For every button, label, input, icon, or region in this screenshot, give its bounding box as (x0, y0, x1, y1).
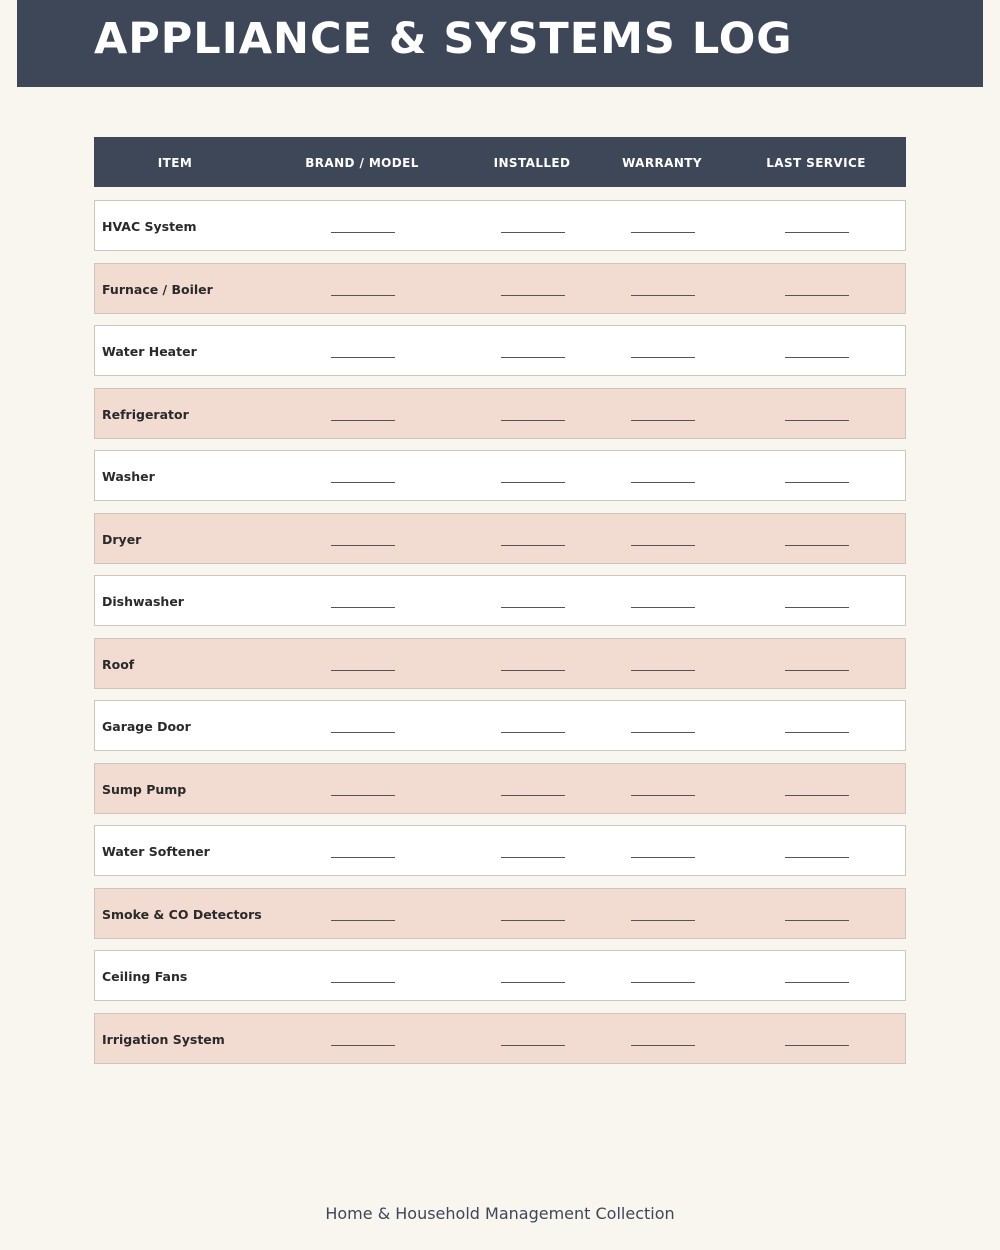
warranty-field[interactable] (631, 1045, 695, 1046)
warranty-field[interactable] (631, 670, 695, 671)
warranty-field[interactable] (631, 357, 695, 358)
item-name: Smoke & CO Detectors (102, 906, 262, 922)
brand-model-field[interactable] (331, 607, 395, 608)
table-row (94, 200, 906, 251)
table-row (94, 950, 906, 1001)
appliance-log-table (94, 137, 906, 1047)
column-header-last-service: LAST SERVICE (766, 156, 866, 170)
warranty-field[interactable] (631, 420, 695, 421)
warranty-field[interactable] (631, 482, 695, 483)
warranty-field[interactable] (631, 545, 695, 546)
warranty-field[interactable] (631, 295, 695, 296)
table-row (94, 263, 906, 314)
last-service-field[interactable] (785, 482, 849, 483)
brand-model-field[interactable] (331, 357, 395, 358)
column-header-installed: INSTALLED (493, 156, 571, 170)
column-header-brand-model: BRAND / MODEL (305, 156, 419, 170)
item-name: Furnace / Boiler (102, 281, 213, 297)
item-name: Ceiling Fans (102, 969, 188, 984)
last-service-field[interactable] (785, 670, 849, 671)
last-service-field[interactable] (785, 232, 849, 233)
last-service-field[interactable] (785, 857, 849, 858)
brand-model-field[interactable] (331, 795, 395, 796)
installed-field[interactable] (501, 482, 565, 483)
installed-field[interactable] (501, 1045, 565, 1046)
table-row (94, 1013, 906, 1064)
installed-field[interactable] (501, 795, 565, 796)
page-title: APPLIANCE & SYSTEMS LOG (94, 14, 793, 64)
table-row (94, 513, 906, 564)
column-header-warranty: WARRANTY (622, 156, 702, 170)
brand-model-field[interactable] (331, 482, 395, 483)
item-name: Garage Door (102, 719, 191, 734)
last-service-field[interactable] (785, 545, 849, 546)
brand-model-field[interactable] (331, 295, 395, 296)
item-name: Washer (102, 469, 155, 484)
brand-model-field[interactable] (331, 732, 395, 733)
brand-model-field[interactable] (331, 545, 395, 546)
last-service-field[interactable] (785, 920, 849, 921)
warranty-field[interactable] (631, 982, 695, 983)
last-service-field[interactable] (785, 420, 849, 421)
installed-field[interactable] (501, 420, 565, 421)
warranty-field[interactable] (631, 857, 695, 858)
installed-field[interactable] (501, 732, 565, 733)
last-service-field[interactable] (785, 732, 849, 733)
last-service-field[interactable] (785, 607, 849, 608)
last-service-field[interactable] (785, 982, 849, 983)
item-name: Sump Pump (102, 781, 187, 797)
installed-field[interactable] (501, 857, 565, 858)
warranty-field[interactable] (631, 732, 695, 733)
item-name: Roof (102, 656, 135, 672)
last-service-field[interactable] (785, 357, 849, 358)
warranty-field[interactable] (631, 232, 695, 233)
last-service-field[interactable] (785, 295, 849, 296)
installed-field[interactable] (501, 607, 565, 608)
table-row (94, 825, 906, 876)
item-name: Water Softener (102, 844, 210, 859)
brand-model-field[interactable] (331, 982, 395, 983)
table-row (94, 700, 906, 751)
installed-field[interactable] (501, 670, 565, 671)
item-name: Refrigerator (102, 406, 189, 422)
table-row (94, 638, 906, 689)
warranty-field[interactable] (631, 920, 695, 921)
installed-field[interactable] (501, 357, 565, 358)
installed-field[interactable] (501, 295, 565, 296)
brand-model-field[interactable] (331, 920, 395, 921)
installed-field[interactable] (501, 920, 565, 921)
item-name: Dishwasher (102, 594, 184, 609)
table-row (94, 325, 906, 376)
table-header (94, 137, 906, 187)
table-row (94, 575, 906, 626)
installed-field[interactable] (501, 982, 565, 983)
last-service-field[interactable] (785, 795, 849, 796)
header-bar (17, 0, 983, 87)
brand-model-field[interactable] (331, 420, 395, 421)
installed-field[interactable] (501, 545, 565, 546)
table-row (94, 763, 906, 814)
installed-field[interactable] (501, 232, 565, 233)
last-service-field[interactable] (785, 1045, 849, 1046)
brand-model-field[interactable] (331, 857, 395, 858)
brand-model-field[interactable] (331, 670, 395, 671)
item-name: Irrigation System (102, 1031, 225, 1047)
item-name: HVAC System (102, 219, 197, 234)
brand-model-field[interactable] (331, 1045, 395, 1046)
warranty-field[interactable] (631, 795, 695, 796)
warranty-field[interactable] (631, 607, 695, 608)
item-name: Water Heater (102, 344, 197, 359)
column-header-item: ITEM (157, 156, 193, 170)
brand-model-field[interactable] (331, 232, 395, 233)
table-row (94, 450, 906, 501)
item-name: Dryer (102, 531, 142, 547)
table-row (94, 888, 906, 939)
footer-text: Home & Household Management Collection (325, 1204, 675, 1223)
table-row (94, 388, 906, 439)
